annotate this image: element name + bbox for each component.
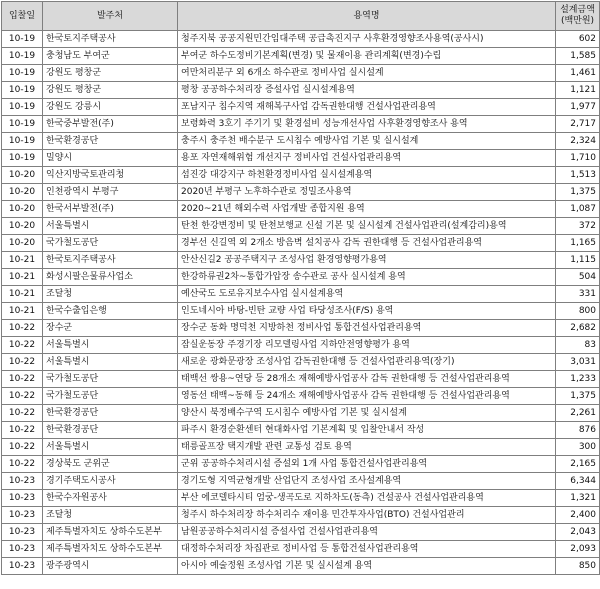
table-body xyxy=(2,31,600,575)
org-cell: 한국토지주택공사 xyxy=(43,252,178,269)
table-row xyxy=(2,456,600,473)
org-cell: 강원도 평창군 xyxy=(43,65,178,82)
date-cell: 10-19 xyxy=(2,48,43,65)
org-cell: 경상북도 군위군 xyxy=(43,456,178,473)
table-row xyxy=(2,354,600,371)
org-cell: 밀양시 xyxy=(43,150,178,167)
amount-cell: 3,031 xyxy=(556,354,600,371)
table-row xyxy=(2,439,600,456)
org-cell: 국가철도공단 xyxy=(43,235,178,252)
table-row xyxy=(2,490,600,507)
project-cell: 여만처리분구 외 6개소 하수관로 정비사업 실시설계 xyxy=(178,65,556,82)
date-cell: 10-22 xyxy=(2,422,43,439)
project-cell: 충주시 충주천 배수분구 도시침수 예방사업 기본 및 실시설계 xyxy=(178,133,556,150)
org-cell: 장수군 xyxy=(43,320,178,337)
amount-cell: 504 xyxy=(556,269,600,286)
org-cell: 경기주택도시공사 xyxy=(43,473,178,490)
date-cell: 10-20 xyxy=(2,235,43,252)
table-row xyxy=(2,252,600,269)
org-cell: 조달청 xyxy=(43,507,178,524)
date-cell: 10-19 xyxy=(2,82,43,99)
table-row xyxy=(2,337,600,354)
amount-cell: 2,400 xyxy=(556,507,600,524)
project-cell: 남원공공하수처리시설 증설사업 건설사업관리용역 xyxy=(178,524,556,541)
date-cell: 10-19 xyxy=(2,133,43,150)
header-org: 발주처 xyxy=(43,2,178,31)
date-cell: 10-23 xyxy=(2,541,43,558)
date-cell: 10-19 xyxy=(2,65,43,82)
amount-cell: 1,585 xyxy=(556,48,600,65)
project-cell: 청주시 하수처리장 하수처리수 재이용 민간투자사업(BTO) 건설사업관리 xyxy=(178,507,556,524)
project-cell: 잠실운동장 주경기장 리모델링사업 지하안전영향평가 용역 xyxy=(178,337,556,354)
project-cell: 평창 공공하수처리장 증설사업 실시설계용역 xyxy=(178,82,556,99)
date-cell: 10-23 xyxy=(2,490,43,507)
header-amount-line1: 설계금액 xyxy=(560,5,595,15)
org-cell: 서울특별시 xyxy=(43,218,178,235)
amount-cell: 6,344 xyxy=(556,473,600,490)
amount-cell: 1,375 xyxy=(556,388,600,405)
date-cell: 10-22 xyxy=(2,456,43,473)
amount-cell: 331 xyxy=(556,286,600,303)
org-cell: 강원도 평창군 xyxy=(43,82,178,99)
org-cell: 익산지방국토관리청 xyxy=(43,167,178,184)
project-cell: 예산국도 도로유지보수사업 실시설계용역 xyxy=(178,286,556,303)
amount-cell: 83 xyxy=(556,337,600,354)
date-cell: 10-20 xyxy=(2,201,43,218)
table-row xyxy=(2,150,600,167)
date-cell: 10-23 xyxy=(2,473,43,490)
org-cell: 한국환경공단 xyxy=(43,133,178,150)
org-cell: 국가철도공단 xyxy=(43,371,178,388)
header-amount xyxy=(556,2,600,31)
amount-cell: 800 xyxy=(556,303,600,320)
org-cell: 인천광역시 부평구 xyxy=(43,184,178,201)
header-row xyxy=(2,2,600,31)
date-cell: 10-20 xyxy=(2,218,43,235)
project-cell: 태릉골프장 택지개발 관련 교통성 검토 용역 xyxy=(178,439,556,456)
amount-cell: 1,977 xyxy=(556,99,600,116)
org-cell: 제주특별자치도 상하수도본부 xyxy=(43,524,178,541)
project-cell: 영동선 태백~동해 등 24개소 재해예방사업공사 감독 권한대행 등 건설사업관리용역 xyxy=(178,388,556,405)
amount-cell: 1,165 xyxy=(556,235,600,252)
table-row xyxy=(2,235,600,252)
table-row xyxy=(2,133,600,150)
org-cell: 화성시팔은물류사업소 xyxy=(43,269,178,286)
date-cell: 10-21 xyxy=(2,269,43,286)
table-row xyxy=(2,31,600,48)
project-cell: 파주시 환경순환센터 현대화사업 기본계획 및 입찰안내서 작성 xyxy=(178,422,556,439)
org-cell: 한국토지주택공사 xyxy=(43,31,178,48)
project-cell: 경부선 신길역 외 2개소 방음벽 설치공사 감독 권한대행 등 건설사업관리용역 xyxy=(178,235,556,252)
date-cell: 10-20 xyxy=(2,184,43,201)
date-cell: 10-21 xyxy=(2,252,43,269)
org-cell: 제주특별자치도 상하수도본부 xyxy=(43,541,178,558)
amount-cell: 372 xyxy=(556,218,600,235)
table-row xyxy=(2,65,600,82)
date-cell: 10-23 xyxy=(2,524,43,541)
amount-cell: 1,115 xyxy=(556,252,600,269)
project-cell: 아시아 예술정원 조성사업 기본 및 실시설계 용역 xyxy=(178,558,556,575)
project-cell: 태백선 쌍용~연당 등 28개소 재해예방사업공사 감독 권한대행 등 건설사업관리용역 xyxy=(178,371,556,388)
amount-cell: 2,093 xyxy=(556,541,600,558)
org-cell: 서울특별시 xyxy=(43,337,178,354)
amount-cell: 2,261 xyxy=(556,405,600,422)
table-row xyxy=(2,541,600,558)
amount-cell: 2,682 xyxy=(556,320,600,337)
amount-cell: 1,233 xyxy=(556,371,600,388)
org-cell: 서울특별시 xyxy=(43,354,178,371)
table-row xyxy=(2,473,600,490)
date-cell: 10-22 xyxy=(2,354,43,371)
project-cell: 안산신길2 공공주택지구 조성사업 환경영향평가용역 xyxy=(178,252,556,269)
amount-cell: 602 xyxy=(556,31,600,48)
date-cell: 10-19 xyxy=(2,31,43,48)
date-cell: 10-19 xyxy=(2,150,43,167)
table-row xyxy=(2,184,600,201)
table-row xyxy=(2,269,600,286)
table-row xyxy=(2,524,600,541)
date-cell: 10-20 xyxy=(2,167,43,184)
org-cell: 조달청 xyxy=(43,286,178,303)
project-cell: 섬진강 대강지구 하천환경정비사업 실시설계용역 xyxy=(178,167,556,184)
amount-cell: 2,324 xyxy=(556,133,600,150)
date-cell: 10-22 xyxy=(2,337,43,354)
date-cell: 10-22 xyxy=(2,371,43,388)
table-row xyxy=(2,116,600,133)
project-cell: 군위 공공하수처리시설 증설외 1개 사업 통합건설사업관리용역 xyxy=(178,456,556,473)
org-cell: 광주광역시 xyxy=(43,558,178,575)
table-row xyxy=(2,48,600,65)
date-cell: 10-22 xyxy=(2,388,43,405)
header-amount-line2: (백만원) xyxy=(560,16,595,26)
table-row xyxy=(2,422,600,439)
org-cell: 충청남도 부여군 xyxy=(43,48,178,65)
table-row xyxy=(2,218,600,235)
table-row xyxy=(2,286,600,303)
date-cell: 10-23 xyxy=(2,507,43,524)
amount-cell: 876 xyxy=(556,422,600,439)
project-cell: 인도네시아 바탕-빈탄 교량 사업 타당성조사(F/S) 용역 xyxy=(178,303,556,320)
table-row xyxy=(2,558,600,575)
project-cell: 경기도형 지역균형개발 산업단지 조성사업 조사설계용역 xyxy=(178,473,556,490)
project-cell: 2020년 부평구 노후하수관로 정밀조사용역 xyxy=(178,184,556,201)
amount-cell: 1,321 xyxy=(556,490,600,507)
table-row xyxy=(2,371,600,388)
project-cell: 부산 에코델타시티 엄궁-생곡도로 지하차도(동측) 건설공사 건설사업관리용역 xyxy=(178,490,556,507)
project-cell: 청주지북 공공지원민간임대주택 공급촉진지구 사후환경영향조사용역(공사시) xyxy=(178,31,556,48)
project-cell: 보령화력 3호기 주기기 및 환경설비 성능개선사업 사후환경영향조사 용역 xyxy=(178,116,556,133)
date-cell: 10-19 xyxy=(2,99,43,116)
table-row xyxy=(2,82,600,99)
org-cell: 한국서부발전(주) xyxy=(43,201,178,218)
table-row xyxy=(2,320,600,337)
project-cell: 포남지구 침수지역 재해복구사업 감독권한대행 건설사업관리용역 xyxy=(178,99,556,116)
org-cell: 한국환경공단 xyxy=(43,405,178,422)
date-cell: 10-22 xyxy=(2,439,43,456)
project-cell: 새로운 광화문광장 조성사업 감독권한대행 등 건설사업관리용역(장기) xyxy=(178,354,556,371)
amount-cell: 1,710 xyxy=(556,150,600,167)
org-cell: 한국환경공단 xyxy=(43,422,178,439)
project-cell: 양산시 북정배수구역 도시침수 예방사업 기본 및 실시설계 xyxy=(178,405,556,422)
table-row xyxy=(2,507,600,524)
project-cell: 탄천 한강변정비 및 탄천보행교 신설 기본 및 실시설계 건설사업관리(설계감리)용역 xyxy=(178,218,556,235)
amount-cell: 1,087 xyxy=(556,201,600,218)
date-cell: 10-22 xyxy=(2,320,43,337)
date-cell: 10-19 xyxy=(2,116,43,133)
project-cell: 부여군 하수도정비기본계획(변경) 및 물재이용 관리계획(변경)수립 xyxy=(178,48,556,65)
table-row xyxy=(2,388,600,405)
date-cell: 10-23 xyxy=(2,558,43,575)
amount-cell: 2,717 xyxy=(556,116,600,133)
table-row xyxy=(2,201,600,218)
amount-cell: 850 xyxy=(556,558,600,575)
date-cell: 10-22 xyxy=(2,405,43,422)
org-cell: 국가철도공단 xyxy=(43,388,178,405)
project-cell: 장수군 동화 명덕천 지방하천 정비사업 통합건설사업관리용역 xyxy=(178,320,556,337)
project-cell: 2020~21년 해외수력 사업개발 종합지원 용역 xyxy=(178,201,556,218)
header-date: 입찰일 xyxy=(2,2,43,31)
project-cell: 대정하수처리장 차집관로 정비사업 등 통합건설사업관리용역 xyxy=(178,541,556,558)
amount-cell: 1,375 xyxy=(556,184,600,201)
amount-cell: 2,165 xyxy=(556,456,600,473)
project-cell: 한강하류권2차~통합가압장 송수관로 공사 실시설계 용역 xyxy=(178,269,556,286)
table-row xyxy=(2,99,600,116)
amount-cell: 1,121 xyxy=(556,82,600,99)
amount-cell: 1,513 xyxy=(556,167,600,184)
date-cell: 10-21 xyxy=(2,286,43,303)
org-cell: 한국중부발전(주) xyxy=(43,116,178,133)
bid-table xyxy=(1,1,600,575)
table-row xyxy=(2,405,600,422)
amount-cell: 1,461 xyxy=(556,65,600,82)
org-cell: 한국수자원공사 xyxy=(43,490,178,507)
project-cell: 용포 자연재해위험 개선지구 정비사업 건설사업관리용역 xyxy=(178,150,556,167)
org-cell: 강원도 강릉시 xyxy=(43,99,178,116)
org-cell: 서울특별시 xyxy=(43,439,178,456)
amount-cell: 2,043 xyxy=(556,524,600,541)
amount-cell: 300 xyxy=(556,439,600,456)
header-project: 용역명 xyxy=(178,2,556,31)
org-cell: 한국수출입은행 xyxy=(43,303,178,320)
date-cell: 10-21 xyxy=(2,303,43,320)
table-row xyxy=(2,167,600,184)
table-row xyxy=(2,303,600,320)
